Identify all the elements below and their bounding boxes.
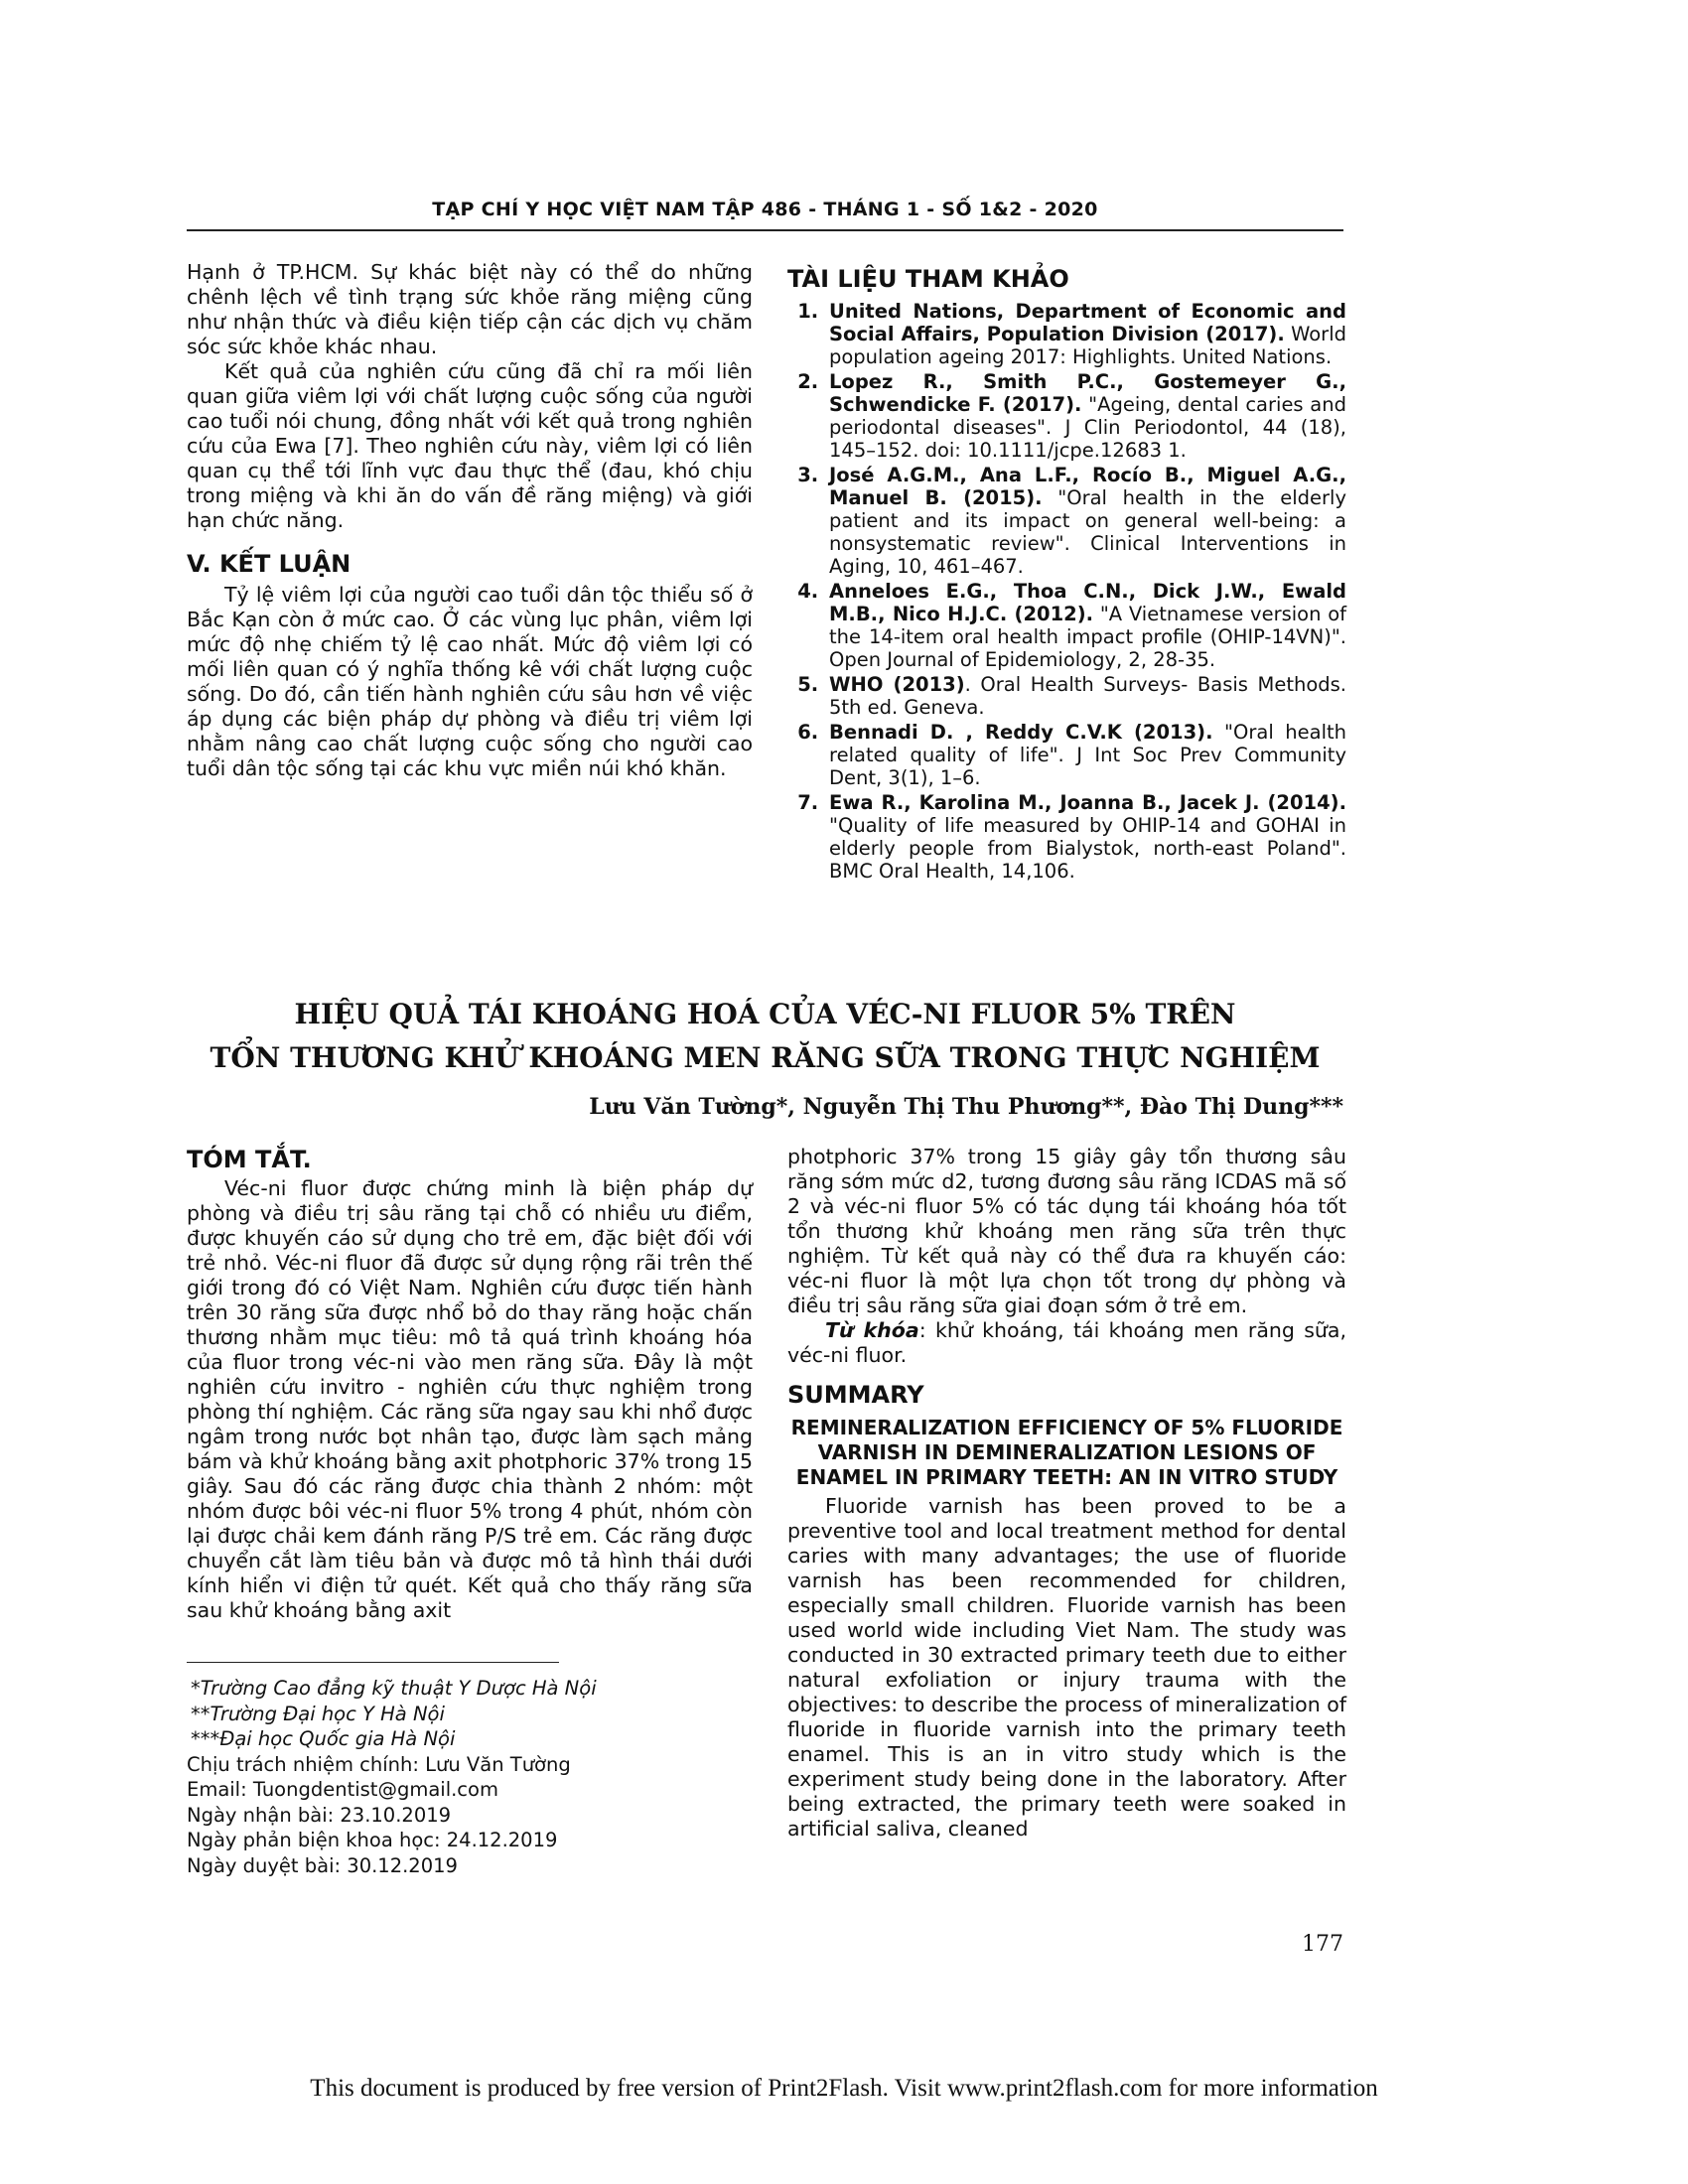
reference-text: "Ageing, dental caries and periodontal diseases". J Clin Periodontol, 44 (18), 145–152. doi: 10.1111/jcpe.12683 1. xyxy=(829,393,1346,462)
references-column xyxy=(787,260,1346,885)
article-authors: Lưu Văn Tường*, Nguyễn Thị Thu Phương**, Đào Thị Dung*** xyxy=(589,1094,1343,1120)
reference-item xyxy=(825,721,1346,789)
accepted-date: Ngày duyệt bài: 30.12.2019 xyxy=(187,1853,458,1877)
reference-item xyxy=(825,791,1346,883)
reference-item xyxy=(825,370,1346,462)
abstract-right-column xyxy=(787,1145,1346,1842)
reference-text: World population ageing 2017: Highlights. United Nations. xyxy=(829,323,1346,368)
abstract-heading: TÓM TẮT. xyxy=(187,1146,312,1173)
keywords-label: Từ khóa xyxy=(825,1318,919,1342)
reference-authors: José A.G.M., Ana L.F., Rocío B., Miguel A.G., Manuel B. (2015). xyxy=(829,464,1346,509)
abstract-paragraph: Véc-ni fluor được chứng minh là biện pháp dự phòng và điều trị sâu răng tại chỗ có nhiều ưu điểm, được khuyến cáo sử dụng cho trẻ em, đặc biệt đối với trẻ nhỏ. Véc-ni fluor đã được sử dụng rộng rãi trên thế giới trong đó có Việt Nam. Nghiên cứu được tiến hành trên 30 răng sữa được nhổ bỏ do thay răng hoặc chấn thương nhằm mục tiêu: mô tả quá trình khoáng hóa của fluor trong véc-ni vào men răng sữa. Đây là một nghiên cứu invitro - nghiên cứu thực nghiệm trong phòng thí nghiệm. Các răng sữa ngay sau khi nhổ được ngâm trong nước bọt nhân tạo, được làm sạch mảng bám và khử khoáng bằng axit photphoric 37% trong 15 giây. Sau đó các răng được chia thành 2 nhóm: một nhóm được bôi véc-ni fluor 5% trong 4 phút, nhóm còn lại được chải kem đánh răng P/S trẻ em. Các răng được chuyển cắt làm tiêu bản và được mô tả hình thái dưới kính hiển vi điện tử quét. Kết quả cho thấy răng sữa sau khử khoáng bằng axit xyxy=(187,1176,753,1622)
english-title: REMINERALIZATION EFFICIENCY OF 5% FLUORIDE VARNISH IN DEMINERALIZATION LESIONS OF ENAMEL IN PRIMARY TEETH: AN IN VITRO STUDY xyxy=(790,1416,1343,1489)
reference-authors: Bennadi D. , Reddy C.V.K (2013). xyxy=(829,721,1213,744)
article-title-line-2: TỔN THƯƠNG KHỬ KHOÁNG MEN RĂNG SỮA TRONG THỰC NGHIỆM xyxy=(210,1041,1321,1074)
conclusion-heading: V. KẾT LUẬN xyxy=(187,550,352,578)
reference-authors: Anneloes E.G., Thoa C.N., Dick J.W., Ewald M.B., Nico H.J.C. (2012). xyxy=(829,580,1346,625)
reference-authors: Ewa R., Karolina M., Joanna B., Jacek J. (2014). xyxy=(829,791,1346,814)
reference-text: . Oral Health Surveys- Basis Methods. 5th ed. Geneva. xyxy=(829,673,1346,719)
running-header: TẠP CHÍ Y HỌC VIỆT NAM TẬP 486 - THÁNG 1 - SỐ 1&2 - 2020 xyxy=(432,199,1098,220)
author-email: Email: Tuongdentist@gmail.com xyxy=(187,1778,498,1801)
keywords-text: : khử khoáng, tái khoáng men răng sữa, véc-ni fluor. xyxy=(787,1318,1346,1367)
received-date: Ngày nhận bài: 23.10.2019 xyxy=(187,1803,452,1827)
affiliation-2: **Trường Đại học Y Hà Nội xyxy=(191,1702,445,1725)
previous-article-left-column xyxy=(187,260,753,781)
reference-text: "Quality of life measured by OHIP-14 and GOHAI in elderly people from Bialystok, north-east Poland". BMC Oral Health, 14,106. xyxy=(829,814,1346,883)
abstract-continuation: photphoric 37% trong 15 giây gây tổn thương sâu răng sớm mức d2, tương đương sâu răng ICDAS mã số 2 và véc-ni fluor 5% có tác dụng tái khoáng hóa tốt tổn thương khử khoáng men răng sữa trên thực nghiệm. Từ kết quả này có thể đưa ra khuyến cáo: véc-ni fluor là một lựa chọn tốt trong dự phòng và điều trị sâu răng sữa giai đoạn sớm ở trẻ em. xyxy=(787,1145,1346,1317)
header-rule xyxy=(187,229,1343,231)
summary-heading: SUMMARY xyxy=(787,1381,924,1409)
corresponding-author: Chịu trách nhiệm chính: Lưu Văn Tường xyxy=(187,1752,571,1776)
reference-item xyxy=(825,300,1346,368)
article-title xyxy=(187,993,1343,1080)
summary-paragraph: Fluoride varnish has been proved to be a preventive tool and local treatment method for dental caries with many advantages; the use of fluoride varnish has been recommended for children, especially small children. Fluoride varnish has been used world wide including Viet Nam. The study was conducted in 30 extracted primary teeth due to either natural exfoliation or injury trauma with the objectives: to describe the process of mineralization of fluoride in fluoride varnish into the primary teeth enamel. This is an in vitro study which is the experiment study being done in the laboratory. After being extracted, the primary teeth were soaked in artificial saliva, cleaned xyxy=(787,1494,1346,1841)
article-title-line-1: HIỆU QUẢ TÁI KHOÁNG HOÁ CỦA VÉC-NI FLUOR 5% TRÊN xyxy=(294,998,1236,1030)
footnotes xyxy=(187,1676,743,1878)
keywords-line xyxy=(787,1318,1346,1368)
reference-text: "Oral health related quality of life". J Int Soc Prev Community Dent, 3(1), 1–6. xyxy=(829,721,1347,789)
discussion-paragraph-1: Hạnh ở TP.HCM. Sự khác biệt này có thể do những chênh lệch về tình trạng sức khỏe răng miệng cũng như nhận thức và điều kiện tiếp cận các dịch vụ chăm sóc sức khỏe khác nhau. xyxy=(187,260,753,358)
reference-item xyxy=(825,580,1346,671)
page-number: 177 xyxy=(1302,1932,1343,1957)
reference-text: "Oral health in the elderly patient and its impact on general well-being: a nonsystematic review". Clinical Interventions in Aging, 10, 461–467. xyxy=(829,486,1346,578)
references-list xyxy=(787,300,1346,883)
reference-authors: United Nations, Department of Economic and Social Affairs, Population Division (2017). xyxy=(829,300,1346,345)
reference-item xyxy=(825,673,1346,719)
print2flash-watermark: This document is produced by free version of Print2Flash. Visit www.print2flash.com for more information xyxy=(310,2075,1378,2102)
footnote-rule xyxy=(187,1662,559,1663)
review-date: Ngày phản biện khoa học: 24.12.2019 xyxy=(187,1829,558,1851)
reference-text: "A Vietnamese version of the 14-item oral health impact profile (OHIP-14VN)". Open Journal of Epidemiology, 2, 28-35. xyxy=(829,603,1347,671)
reference-authors: Lopez R., Smith P.C., Gostemeyer G., Schwendicke F. (2017). xyxy=(829,370,1346,416)
references-heading: TÀI LIỆU THAM KHẢO xyxy=(787,265,1069,293)
reference-item xyxy=(825,464,1346,578)
affiliation-3: ***Đại học Quốc gia Hà Nội xyxy=(191,1727,456,1750)
conclusion-paragraph: Tỷ lệ viêm lợi của người cao tuổi dân tộc thiểu số ở Bắc Kạn còn ở mức cao. Ở các vùng lục phân, viêm lợi mức độ nhẹ chiếm tỷ lệ cao nhất. Mức độ viêm lợi có mối liên quan có ý nghĩa thống kê với chất lượng cuộc sống. Do đó, cần tiến hành nghiên cứu sâu hơn về việc áp dụng các biện pháp dự phòng và điều trị viêm lợi nhằm nâng cao chất lượng cuộc sống cho người cao tuổi dân tộc sống tại các khu vực miền núi khó khăn. xyxy=(187,583,753,780)
affiliation-1: *Trường Cao đẳng kỹ thuật Y Dược Hà Nội xyxy=(191,1677,597,1700)
reference-authors: WHO (2013) xyxy=(829,673,965,696)
discussion-paragraph-2: Kết quả của nghiên cứu cũng đã chỉ ra mối liên quan giữa viêm lợi với chất lượng cuộc sống của người cao tuổi nói chung, đồng nhất với kết quả trong nghiên cứu của Ewa [7]. Theo nghiên cứu này, viêm lợi có liên quan cụ thể tới lĩnh vực đau thực thể (đau, khó chịu trong miệng và khi ăn do vấn đề răng miệng) và giới hạn chức năng. xyxy=(187,359,753,532)
abstract-left-column xyxy=(187,1145,753,1623)
